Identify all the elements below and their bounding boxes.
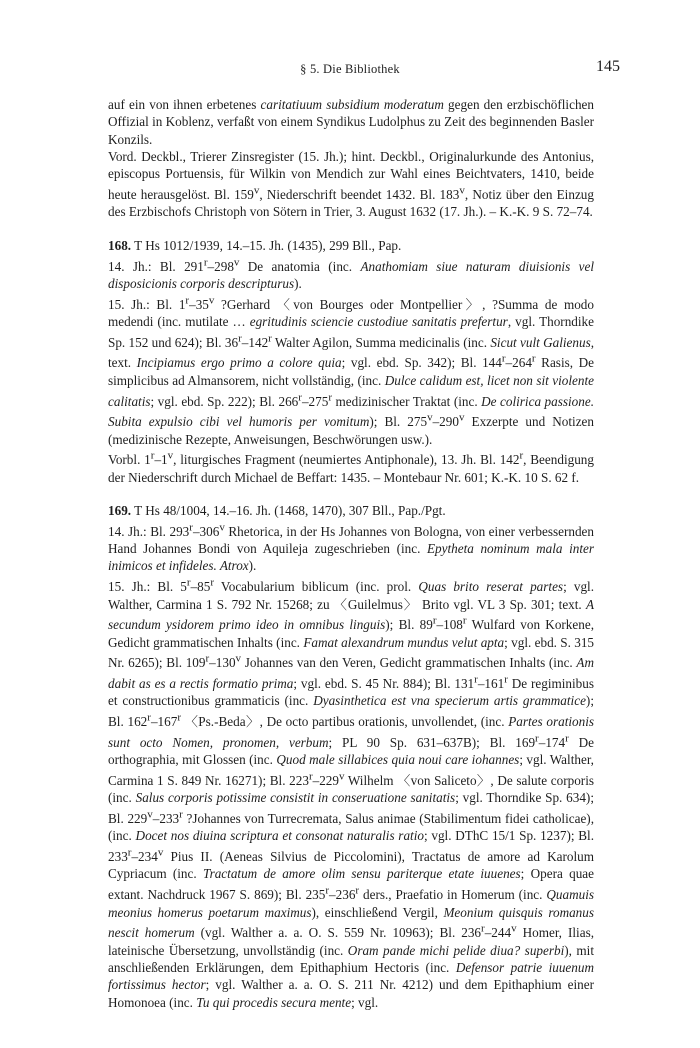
paragraph-text: Vorbl. 1$^r$–1$^v$, liturgisches Fragment (neumiertes Antiphonale), 13. Jh. Bl. 142$^r$, Beendigung der Niederschrift durch Michael de Beffart: 1435. – Montebaur Nr. 601; K.-K. 10 S. 62 f. xyxy=(108,449,594,485)
paragraph-text: 15. Jh.: Bl. 5$^r$–85$^r$ Vocabularium biblicum (inc. prol. Quas brito reserat partes; vgl. Walther, Carmina 1 S. 792 Nr. 15268; zu 〈Guilelmus〉 Brito vgl. VL 3 Sp. 301; text. A secundum ysidorem primo ideo in omnibus linguis); Bl. 89$^r$–108$^r$ Wulfard von Korkene, Gedicht grammatischen Inhalts (inc. Famat alexandrum mundus velut apta; vgl. ebd. S. 315 Nr. 6265); Bl. 109$^r$–130$^v$ Johannes van den Veren, Gedicht grammatischen Inhalts (inc. Am dabit as es a rectis formatio prima; vgl. ebd. S. 45 Nr. 884); Bl. 131$^r$–161$^r$ De regiminibus et constructionibus grammaticis (inc. Dyasinthetica est vna specierum artis grammatice); Bl. 162$^r$–167$^r$ 〈Ps.-Beda〉, De octo partibus orationis, unvollendet, (inc. Partes orationis sunt octo Nomen, pronomen, verbum; PL 90 Sp. 631–637B); Bl. 169$^r$–174$^r$ De orthographia, mit Glossen (inc. Quod male sillabices quia noui care iohannes; vgl. Walther, Carmina 1 S. 849 Nr. 16271); Bl. 223$^r$–229$^v$ Wilhelm 〈von Saliceto〉, De salute corporis (inc. Salus corporis potissime consistit in conseruatione sanitatis; vgl. Thorndike Sp. 634); Bl. 229$^v$–233$^r$ ?Johannes von Turrecremata, Salus animae (Stabilimentum fidei catholicae), (inc. Docet nos diuina scriptura et consonat naturalis ratio; vgl. DThC 15/1 Sp. 1237); Bl. 233$^r$–234$^v$ Pius II. (Aeneas Silvius de Piccolomini), Tractatus de amore ad Karolum Cypriacum (inc. Tractatum de amore olim sensu pariterque etate iuuenes; Opera quae extant. Nachdruck 1967 S. 869); Bl. 235$^r$–236$^r$ ders., Praefatio in Homerum (inc. Quamuis meonius homerus poetarum maximus), einschließend Vergil, Meonium quisquis romanus nescit homerum (vgl. Walther a. a. O. S. 559 Nr. 10963); Bl. 236$^r$–244$^v$ Homer, Ilias, lateinische Übersetzung, unvollständig (inc. Oram pande michi pelide diua? superbi), mit anschließenden Erklärungen, dem Epithaphium Hectoris (inc. Defensor patrie iuuenum fortissimus hector; vgl. Walther a. a. O. S. 211 Nr. 4212) und dem Epithaphium einer Homonoea (inc. Tu qui procedis secura mente; vgl. xyxy=(108,576,595,1010)
running-head: § 5. Die Bibliothek xyxy=(300,62,400,76)
paragraph-text: T Hs 48/1004, 14.–16. Jh. (1468, 1470), 307 Bll., Pap./Pgt. xyxy=(131,503,446,518)
page-body xyxy=(108,96,594,1011)
entry-number: 168. xyxy=(108,237,132,253)
paragraph-text: 15. Jh.: Bl. 1$^r$–35$^v$ ?Gerhard 〈von Bourges oder Montpellier〉, ?Summa de modo medendi (inc. mutilate … egritudinis sciencie custodiue sanitatis prefertur, vgl. Thorndike Sp. 152 und 624); Bl. 36$^r$–142$^r$ Walter Agilon, Summa medicinalis (inc. Sicut vult Galienus, text. Incipiamus ergo primo a colore quia; vgl. ebd. Sp. 342); Bl. 144$^r$–264$^r$ Rasis, De simplicibus ad Almansorem, nicht vollständig, (inc. Dulce calidum est, licet non sit violente calitatis; vgl. ebd. Sp. 222); Bl. 266$^r$–275$^r$ medizinischer Traktat (inc. De colirica passione. Subita expulsio cibi vel humoris per vomitum); Bl. 275$^v$–290$^v$ Exzerpte und Notizen (medizinische Rezepte, Anweisungen, Beschwörungen usw.). xyxy=(108,294,595,447)
body-paragraph xyxy=(108,148,594,221)
page-number: 145 xyxy=(596,58,620,75)
paragraph-text: 14. Jh.: Bl. 291$^r$–298$^v$ De anatomia (inc. Anathomiam siue naturam diuisionis vel disposicionis corporis descripturus). xyxy=(108,256,594,291)
paragraph-text: 14. Jh.: Bl. 293$^r$–306$^v$ Rhetorica, in der Hs Johannes von Bologna, von einer verbessernden Hand Johannes Bondi von Aquileja zugeschrieben (inc. Epytheta nominum mala inter inimicos et infideles. Atrox). xyxy=(108,521,594,574)
body-paragraph xyxy=(108,254,594,292)
paragraph-text: T Hs 1012/1939, 14.–15. Jh. (1435), 299 Bll., Pap. xyxy=(131,237,402,253)
catalog-entry-heading xyxy=(108,237,594,254)
body-paragraph xyxy=(108,448,594,486)
paragraph-text: auf ein von ihnen erbetenes caritatiuum subsidium moderatum gegen den erzbischöflichen Offizial in Koblenz, verfaßt von einem Syndikus Ludolphus zu Zeit des beginnenden Basler Konzils. xyxy=(108,97,594,147)
paragraph-text: Vord. Deckbl., Trierer Zinsregister (15. Jh.); hint. Deckbl., Originalurkunde des Antonius, episcopus Portuensis, für Wilkin von Mendich zur Wahl eines Beichtvaters, 1410, beide heute herausgelöst. Bl. 159$^v$, Niederschrift beendet 1432. Bl. 183$^v$, Notiz über den Einzug des Erzbischofs Christoph von Sötern in Trier, 3. August 1632 (17. Jh.). – K.-K. 9 S. 72–74. xyxy=(108,149,594,220)
body-paragraph xyxy=(108,292,594,448)
catalog-entry-heading xyxy=(108,502,594,519)
body-paragraph xyxy=(108,519,594,574)
body-paragraph xyxy=(108,96,594,148)
body-paragraph xyxy=(108,575,594,1011)
entry-number: 169. xyxy=(108,503,132,518)
